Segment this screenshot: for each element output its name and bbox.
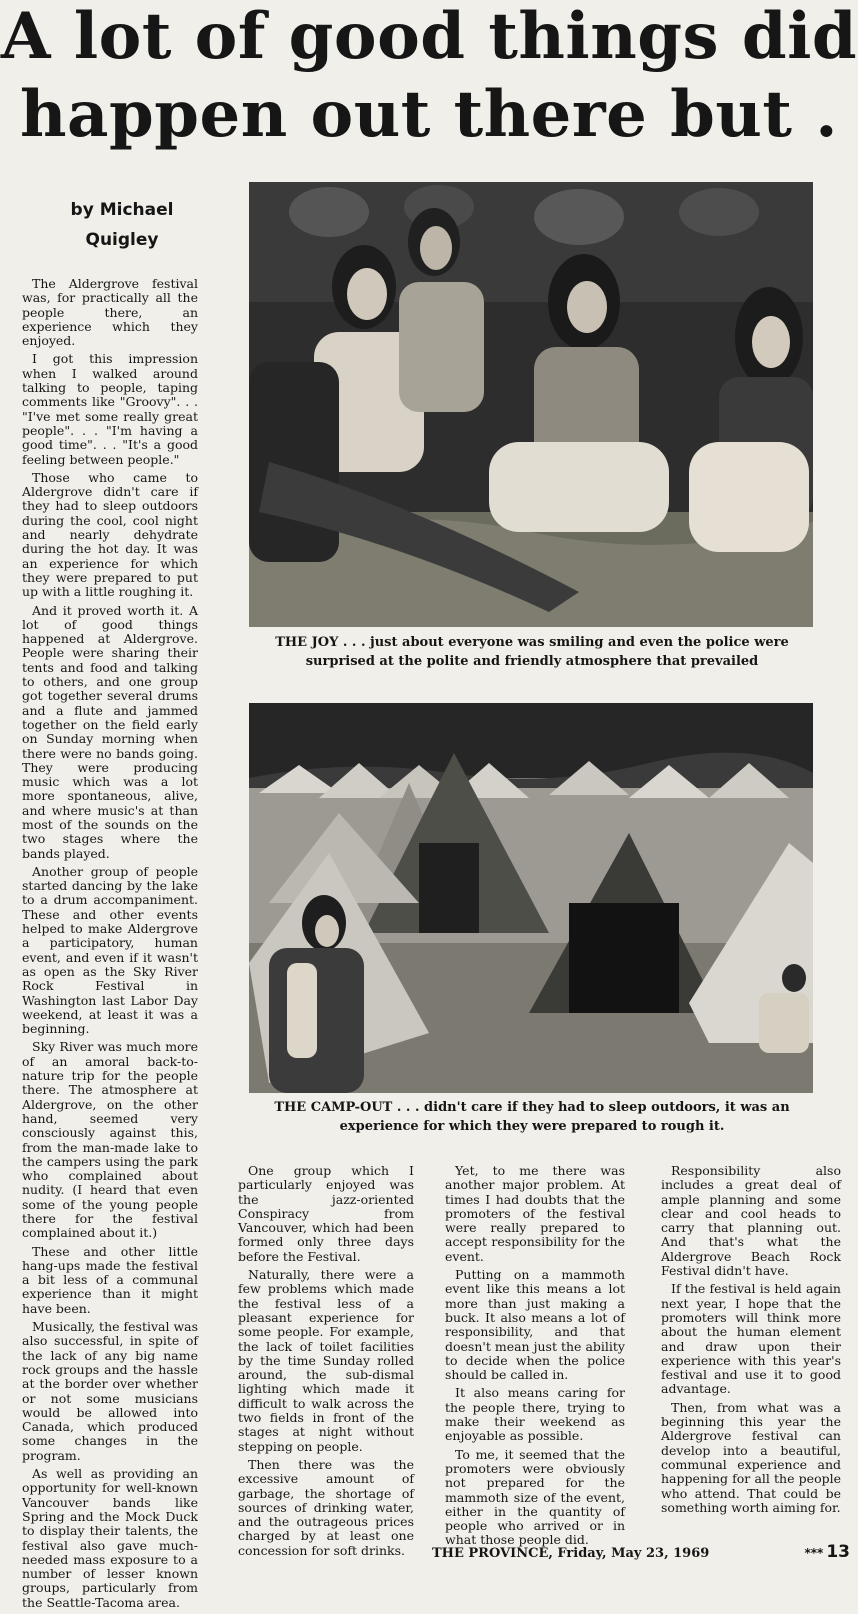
- article-paragraph: Yet, to me there was another major problem. At times I had doubts that the promoters of the festival were really prepared to accept responsibility for the event.: [445, 1163, 625, 1264]
- byline-line-2: Quigley: [85, 230, 159, 250]
- article-paragraph: Sky River was much more of an amoral back-to-nature trip for the people there. The atmosphere at Aldergrove, on the other hand, seemed very consciously against this, from the man-made lake to the campers using the park who complained about nudity. (I heard that even some of the young people there for the festival complained about it.): [22, 1039, 198, 1241]
- article-paragraph: Another group of people started dancing by the lake to a drum accompaniment. These and other events helped to make Aldergrove a participatory, human event, and even if it wasn't as open as the Sky River Rock Festival in Washington last Labor Day weekend, at least it was a beginning.: [22, 863, 198, 1037]
- caption-joy: THE JOY . . . just about everyone was smiling and even the police were surprised at the polite and friendly atmosphere that prevailed: [275, 635, 789, 669]
- byline: [22, 195, 222, 255]
- headline-line-2: happen out there but .: [19, 77, 839, 152]
- photo-tents-campout-image: [249, 703, 813, 1093]
- article-paragraph: Naturally, there were a few problems which made the festival less of a pleasant experience for some people. For example, the lack of toilet facilities by the time Sunday rolled around, the sub-dismal lighting which made it difficult to walk across the two fields in front of the stages at night without stepping on people.: [238, 1267, 414, 1454]
- article-column-left: [22, 277, 198, 1614]
- article-paragraph: And it proved worth it. A lot of good things happened at Aldergrove. People were sharing their tents and food and talking to others, and one group got together several drums and a flute and jammed together on the field early on Sunday morning when there were no bands going. They were producing music which was a lot more spontaneous, alive, and where music's at than most of the sounds on the two stages where the bands played.: [22, 602, 198, 861]
- headline: [0, 0, 858, 170]
- article-column-3: [445, 1164, 625, 1552]
- article-paragraph: Putting on a mammoth event like this means a lot more than just making a buck. It also means a lot of responsibility, and that doesn't mean just the ability to decide when the police should be called in.: [445, 1267, 625, 1383]
- article-paragraph: One group which I particularly enjoyed was the jazz-oriented Conspiracy from Vancouver, which had been formed only three days before the Festival.: [238, 1163, 414, 1264]
- article-paragraph: These and other little hang-ups made the festival a bit less of a communal experience than it might have been.: [22, 1243, 198, 1316]
- article-paragraph: Then, from what was a beginning this year the Aldergrove festival can develop into a beautiful, communal experience and happening for all the people who attend. That could be something worth aiming for.: [661, 1399, 841, 1515]
- article-paragraph: If the festival is held again next year, I hope that the promoters will think more about the human element and draw upon their experience with this year's festival and use it to good advantage.: [661, 1281, 841, 1397]
- article-paragraph: It also means caring for the people there, trying to make their weekend as enjoyable as possible.: [445, 1385, 625, 1444]
- article-paragraph: Those who came to Aldergrove didn't care if they had to sleep outdoors during the cool, cool night and nearly dehydrate during the hot day. It was an experience for which they were prepared to put up with a little roughing it.: [22, 469, 198, 600]
- article-paragraph: Musically, the festival was also successful, in spite of the lack of any big name rock groups and the hassle at the border over whether or not some musicians would be allowed into Canada, which produced some changes in the program.: [22, 1319, 199, 1463]
- article-column-4: [661, 1164, 841, 1519]
- page-number-value: 13: [826, 1542, 850, 1562]
- photo-crowd-joy: [249, 182, 813, 627]
- footer-dateline: THE PROVINCE, Friday, May 23, 1969: [432, 1546, 710, 1561]
- headline-line-1: A lot of good things did: [0, 0, 858, 74]
- article-paragraph: Responsibility also includes a great deal of ample planning and some clear and cool heads to carry that planning out. And that's what the Aldergrove Beach Rock Festival didn't have.: [661, 1163, 841, 1279]
- byline-line-1: by Michael: [70, 200, 174, 220]
- article-paragraph: To me, it seemed that the promoters were obviously not prepared for the mammoth size of the event, either in the quantity of people who arrived or in what those people did.: [445, 1446, 625, 1548]
- caption-campout: THE CAMP-OUT . . . didn't care if they had to sleep outdoors, it was an experience for which they were prepared to rough it.: [274, 1100, 790, 1134]
- edition-stars: ***: [804, 1546, 824, 1560]
- article-paragraph: Then there was the excessive amount of garbage, the shortage of sources of drinking water, and the outrageous prices charged by at least one concession for soft drinks.: [238, 1456, 414, 1558]
- page-number: [805, 1542, 851, 1562]
- article-column-2: [238, 1164, 414, 1562]
- photo-tents-campout: [249, 703, 813, 1093]
- photo-crowd-joy-image: [249, 182, 813, 627]
- article-paragraph: I got this impression when I walked around talking to people, taping comments like "Groovy". . . "I've met some really great people". . . "I'm having a good time". . . "It's a good feeling between people.": [22, 351, 198, 467]
- page-footer: [0, 1540, 858, 1568]
- article-paragraph: The Aldergrove festival was, for practically all the people there, an experience which they enjoyed.: [22, 276, 198, 349]
- article-paragraph: As well as providing an opportunity for well-known Vancouver bands like Spring and the Mock Duck to display their talents, the festival also gave much-needed mass exposure to a number of lesser known groups, particularly from the Seattle-Tacoma area.: [22, 1466, 198, 1610]
